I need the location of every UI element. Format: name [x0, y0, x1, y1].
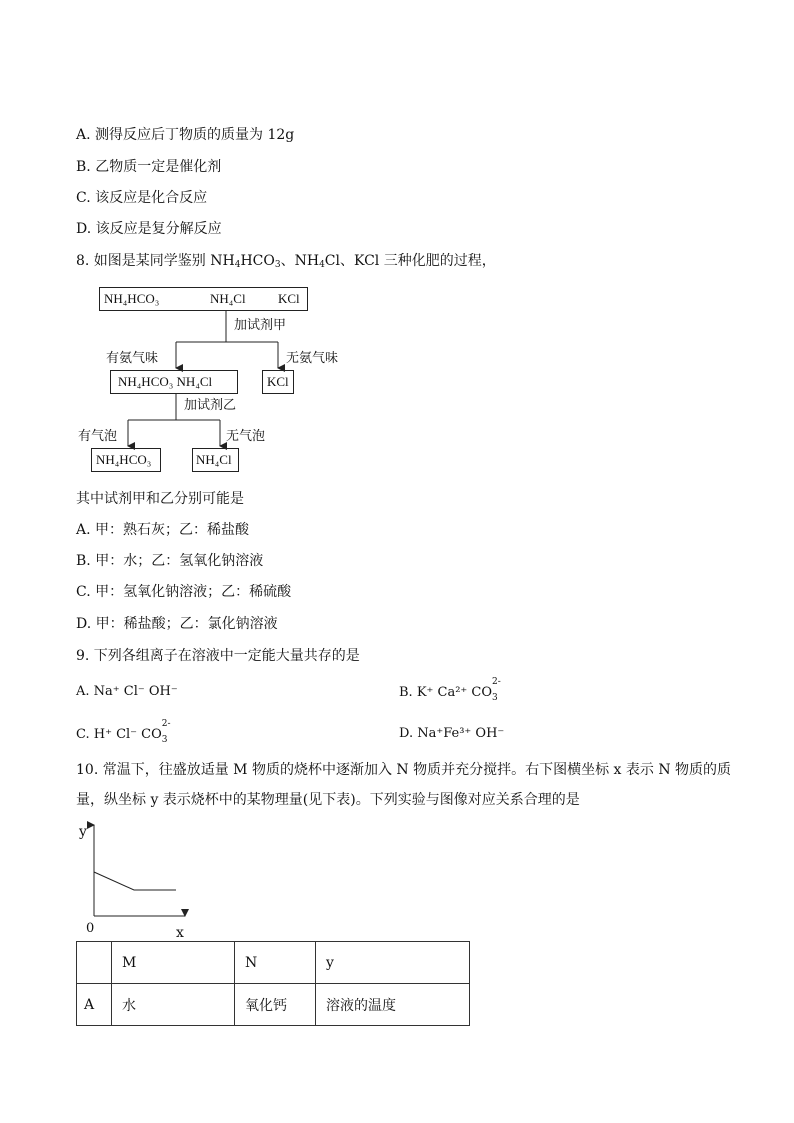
flow-has-bubble: 有气泡: [78, 429, 118, 444]
q8-option-a: A. 甲：熟石灰；乙：稀盐酸: [76, 522, 250, 538]
q9-option-b: B. K⁺ Ca²⁺ CO 2- 3: [399, 677, 501, 703]
table-header-row: [77, 942, 470, 984]
flow-no-bubble: 无气泡: [226, 429, 266, 444]
q10-stem-line2: 量，纵坐标 y 表示烧杯中的某物理量(见下表)。下列实验与图像对应关系合理的是: [76, 792, 580, 808]
q7-option-a: A. 测得反应后丁物质的质量为 12g: [76, 127, 295, 143]
flow-mid-box: NH₄HCO₃ NH₄Cl: [110, 370, 238, 394]
q10-graph-line: [94, 872, 176, 890]
flow-top-nh4hco3: NH₄HCO₃: [104, 291, 160, 306]
q7-option-d: D. 该反应是复分解反应: [76, 221, 222, 237]
q8-option-c: C. 甲：氢氧化钠溶液；乙：稀硫酸: [76, 584, 292, 600]
flow-top-kcl: KCl: [278, 291, 300, 306]
table-header-cell: [77, 942, 112, 984]
q10-axis-y-label: y: [79, 824, 87, 840]
q8-stem: 8. 如图是某同学鉴别 $NH_4HCO_3$、$NH_4Cl$、KCl 三种化肥的过程，: [76, 253, 496, 270]
q10-axis-x-label: x: [176, 925, 184, 941]
flow-has-ammonia: 有氨气味: [106, 351, 159, 366]
q10-stem-line1: 10. 常温下，往盛放适量 M 物质的烧杯中逐渐加入 N 物质并充分搅拌。右下图横坐标 x 表示 N 物质的质: [76, 762, 732, 778]
flow-kcl-box: KCl: [262, 370, 294, 394]
flow-reagent-yi: 加试剂乙: [184, 398, 237, 413]
table-cell: 水: [112, 984, 235, 1026]
q7-option-b: B. 乙物质一定是催化剂: [76, 159, 222, 175]
q9-option-a: A. Na⁺ Cl⁻ OH⁻: [76, 684, 178, 699]
q10-table: [76, 941, 470, 1026]
flow-bottom-nh4cl: NH₄Cl: [192, 448, 239, 472]
flow-no-ammonia: 无氨气味: [286, 351, 339, 366]
flow-bottom-nh4hco3: NH₄HCO₃: [91, 448, 161, 472]
table-cell: 氧化钙: [235, 984, 316, 1026]
q8-option-b: B. 甲：水；乙：氢氧化钠溶液: [76, 553, 264, 569]
table-cell: A: [77, 984, 112, 1026]
q8-question: 其中试剂甲和乙分别可能是: [76, 491, 244, 507]
q7-option-c: C. 该反应是化合反应: [76, 190, 208, 206]
table-header-cell: M: [112, 942, 235, 984]
table-header-cell: y: [316, 942, 470, 984]
q9-option-c: C. H⁺ Cl⁻ CO 2- 3: [76, 719, 171, 745]
flow-reagent-jia: 加试剂甲: [234, 318, 287, 333]
q9-option-d: D. Na⁺Fe³⁺ OH⁻: [399, 726, 505, 741]
q10-origin-label: 0: [86, 921, 95, 936]
flow-top-nh4cl: NH₄Cl: [210, 291, 246, 306]
table-cell: 溶液的温度: [316, 984, 470, 1026]
table-row: [77, 984, 470, 1026]
table-header-cell: N: [235, 942, 316, 984]
q8-option-d: D. 甲：稀盐酸；乙：氯化钠溶液: [76, 616, 278, 632]
q9-stem: 9. 下列各组离子在溶液中一定能大量共存的是: [76, 648, 360, 664]
